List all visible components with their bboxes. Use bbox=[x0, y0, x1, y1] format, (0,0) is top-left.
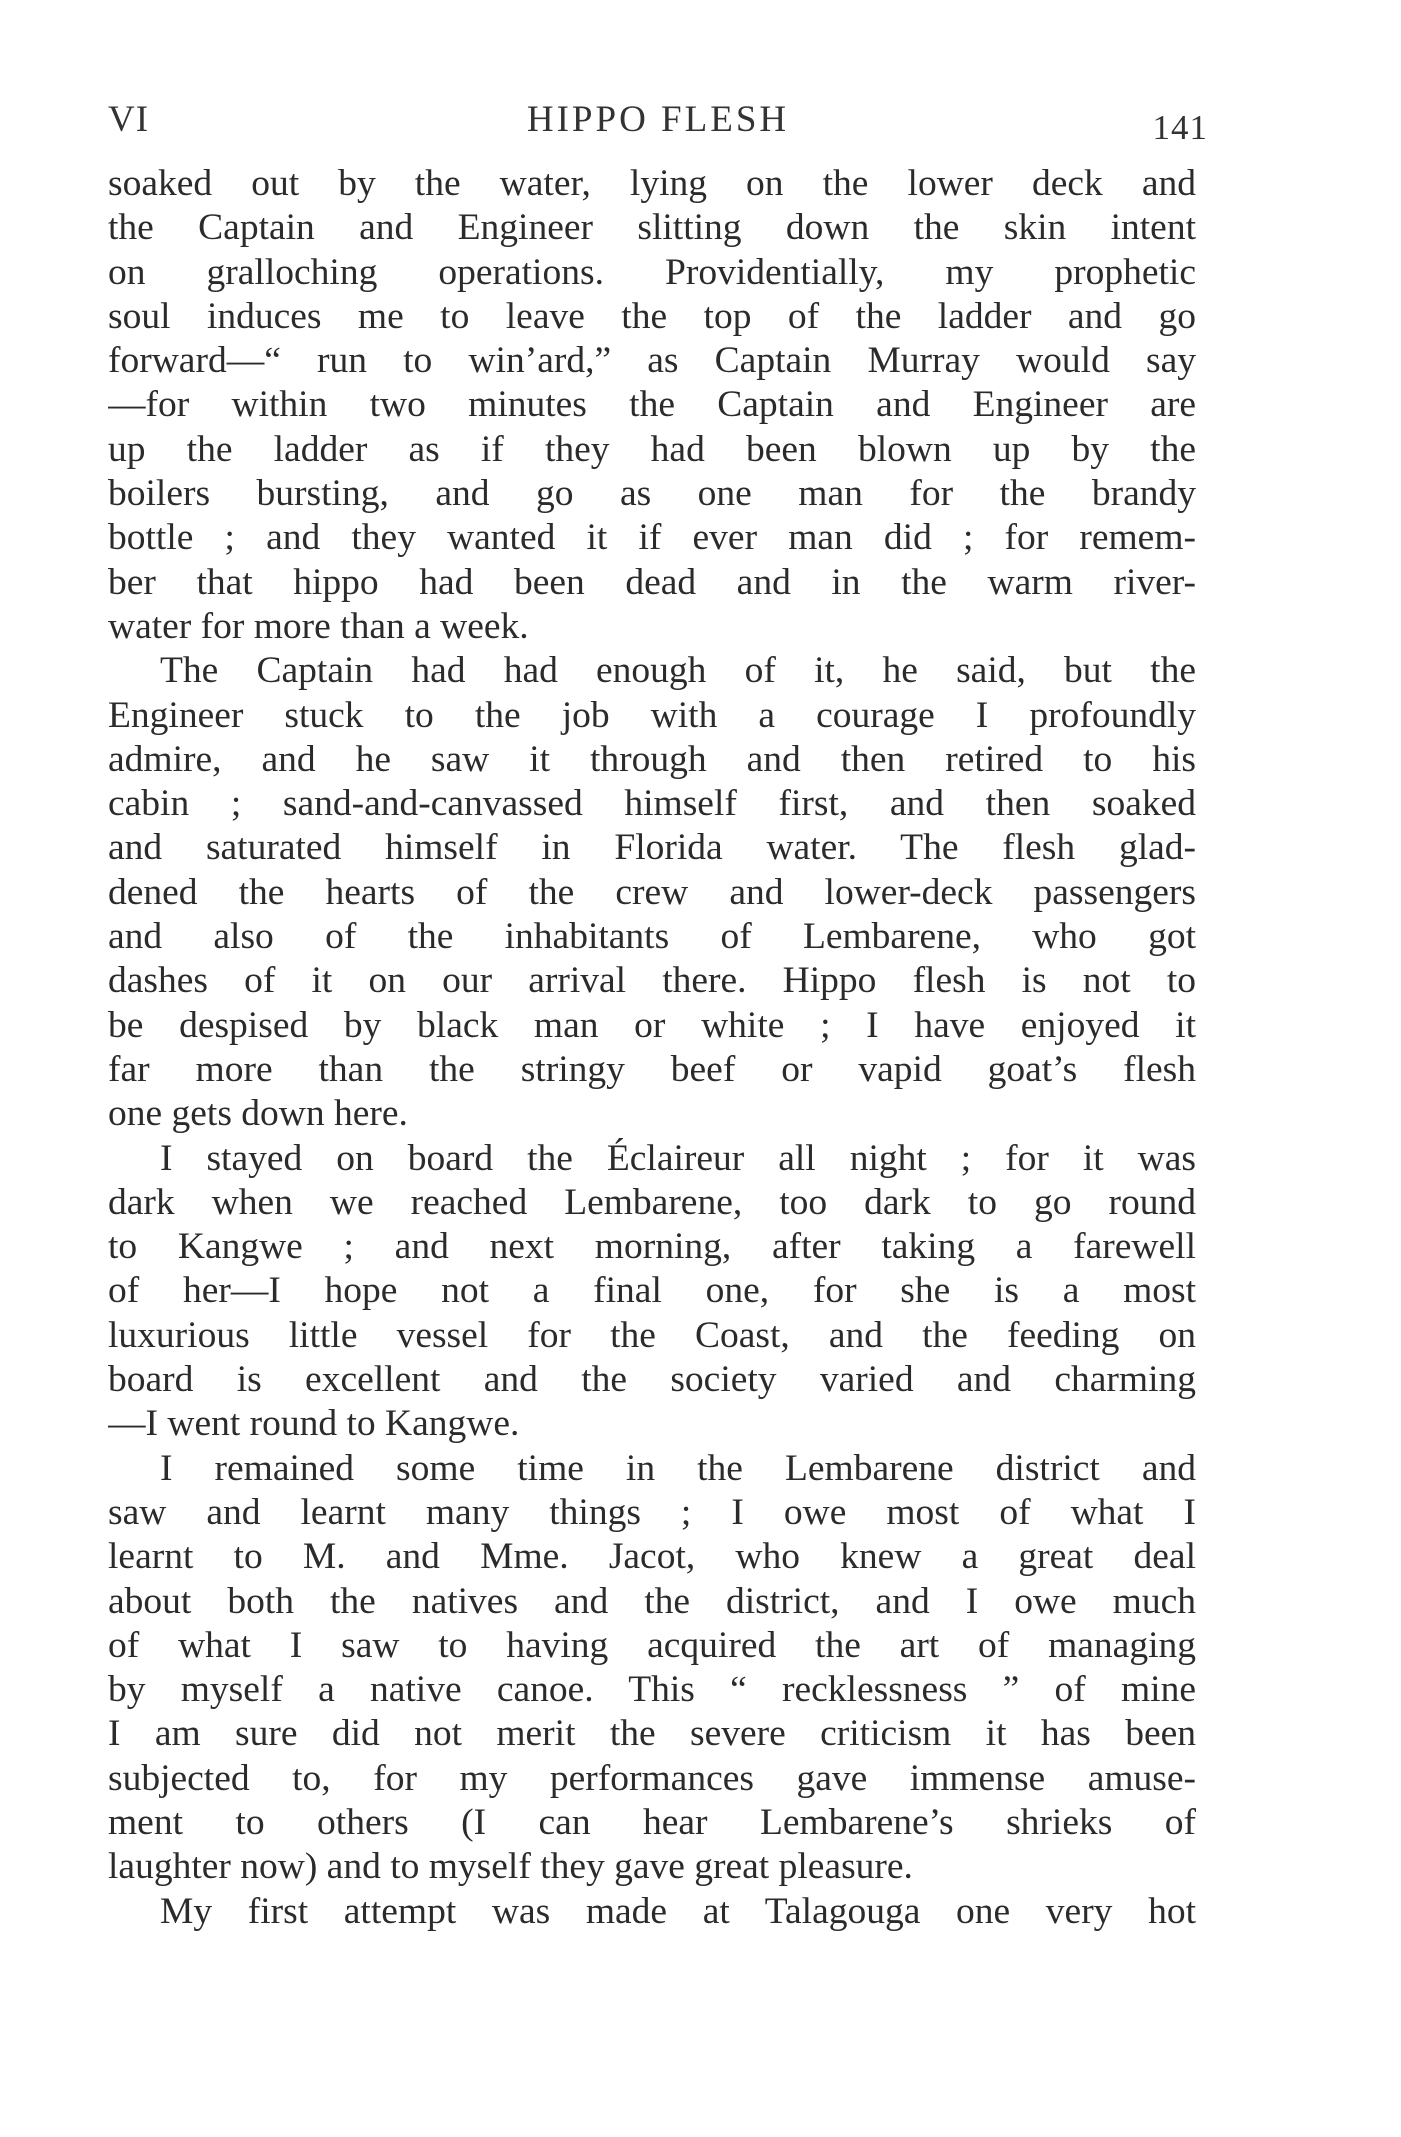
text-line: of what I saw to having acquired the art of managing bbox=[108, 1624, 1196, 1666]
text-line: water for more than a week. bbox=[108, 605, 529, 647]
text-line: soul induces me to leave the top of the ladder and go bbox=[108, 295, 1196, 337]
text-line: I remained some time in the Lembarene district and bbox=[160, 1447, 1196, 1489]
page-number: 141 bbox=[1152, 108, 1208, 147]
text-line: —I went round to Kangwe. bbox=[108, 1403, 520, 1445]
chapter-number: VI bbox=[108, 99, 150, 140]
text-line: board is excellent and the society varied and charming bbox=[108, 1359, 1196, 1401]
text-line: be despised by black man or white ; I have enjoyed it bbox=[108, 1004, 1196, 1046]
text-line: by myself a native canoe. This “ recklessness ” of mine bbox=[108, 1669, 1196, 1711]
text-line: on gralloching operations. Providentially, my prophetic bbox=[108, 251, 1196, 293]
text-line: laughter now) and to myself they gave great pleasure. bbox=[108, 1846, 913, 1888]
text-line: dashes of it on our arrival there. Hippo flesh is not to bbox=[108, 960, 1196, 1002]
text-line: subjected to, for my performances gave immense amuse- bbox=[108, 1757, 1196, 1799]
text-line: saw and learnt many things ; I owe most of what I bbox=[108, 1491, 1196, 1533]
text-line: the Captain and Engineer slitting down the skin intent bbox=[108, 207, 1196, 249]
body-text bbox=[108, 162, 1196, 1934]
text-line: admire, and he saw it through and then retired to his bbox=[108, 738, 1196, 780]
text-line: learnt to M. and Mme. Jacot, who knew a great deal bbox=[108, 1536, 1196, 1578]
text-line: dark when we reached Lembarene, too dark to go round bbox=[108, 1181, 1196, 1223]
text-line: ber that hippo had been dead and in the warm river- bbox=[108, 561, 1196, 603]
text-line: dened the hearts of the crew and lower-deck passengers bbox=[108, 871, 1196, 913]
running-head bbox=[108, 98, 1208, 148]
text-line: I am sure did not merit the severe criticism it has been bbox=[108, 1713, 1196, 1755]
text-line: to Kangwe ; and next morning, after taking a farewell bbox=[108, 1226, 1196, 1268]
text-line: My first attempt was made at Talagouga one very hot bbox=[160, 1890, 1196, 1932]
running-title: HIPPO FLESH bbox=[526, 99, 790, 140]
text-line: luxurious little vessel for the Coast, and the feeding on bbox=[108, 1314, 1196, 1356]
text-line: and also of the inhabitants of Lembarene, who got bbox=[108, 916, 1196, 958]
text-line: Engineer stuck to the job with a courage I profoundly bbox=[108, 694, 1196, 736]
text-line: soaked out by the water, lying on the lower deck and bbox=[108, 163, 1196, 204]
text-line: of her—I hope not a final one, for she is a most bbox=[108, 1270, 1196, 1312]
text-line: far more than the stringy beef or vapid goat’s flesh bbox=[108, 1048, 1196, 1090]
text-line: ment to others (I can hear Lembarene’s shrieks of bbox=[108, 1801, 1196, 1843]
text-line: I stayed on board the Éclaireur all night ; for it was bbox=[160, 1137, 1196, 1179]
text-line: —for within two minutes the Captain and Engineer are bbox=[108, 384, 1196, 426]
text-line: up the ladder as if they had been blown up by the bbox=[108, 428, 1196, 470]
text-line: bottle ; and they wanted it if ever man did ; for remem- bbox=[108, 517, 1196, 559]
text-line: forward—“ run to win’ard,” as Captain Murray would say bbox=[108, 340, 1196, 382]
text-line: about both the natives and the district, and I owe much bbox=[108, 1580, 1196, 1622]
text-line: one gets down here. bbox=[108, 1093, 408, 1135]
text-line: cabin ; sand-and-canvassed himself first, and then soaked bbox=[108, 783, 1196, 825]
text-line: and saturated himself in Florida water. The flesh glad- bbox=[108, 827, 1196, 869]
text-line: The Captain had had enough of it, he said, but the bbox=[160, 650, 1196, 692]
text-line: boilers bursting, and go as one man for the brandy bbox=[108, 473, 1196, 515]
